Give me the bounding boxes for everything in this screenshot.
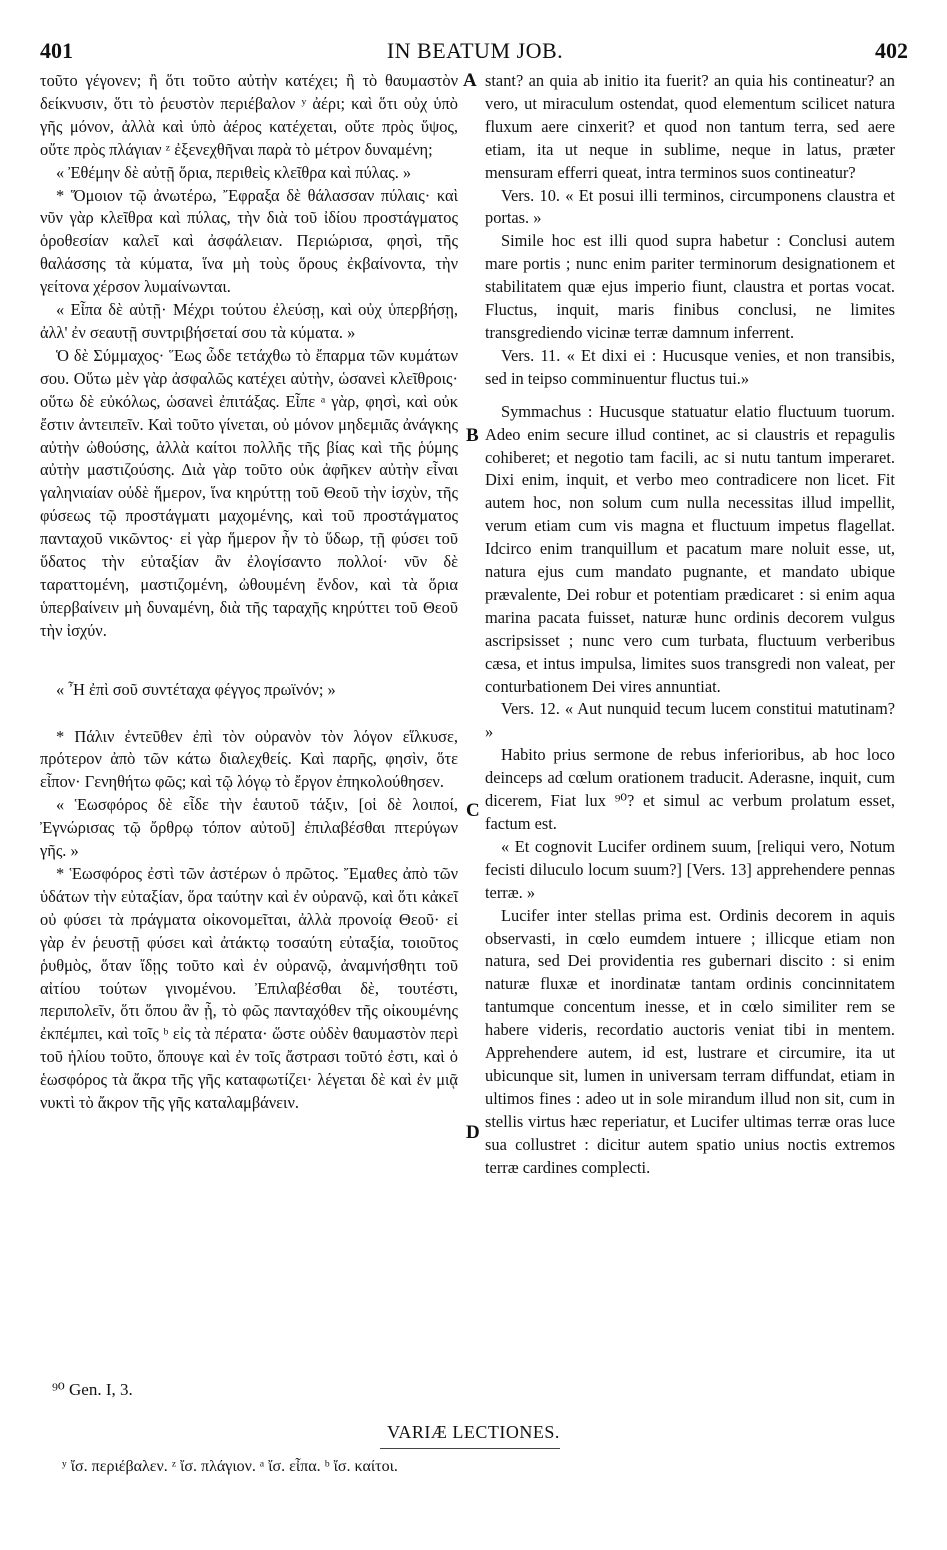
latin-paragraph: Simile hoc est illi quod supra habetur : Conclusi autem mare portis ; nunc enim pariter terminorum designationem et stabilitatem quæ ejus imperio fiunt, claustra et portas vocat. Fluctus, inquit, maris finibus conclusi, ne limites transgrediendo vicinæ terræ damnum inferrent. xyxy=(485,231,895,342)
greek-paragraph: « Ἦ ἐπὶ σοῦ συντέταχα φέγγος πρωϊνόν; » xyxy=(56,679,336,699)
greek-paragraph: * Ὅμοιον τῷ ἀνωτέρω, Ἔφραξα δὲ θάλασσαν πύλαις· καὶ νῦν γὰρ κλεῖθρα καὶ πύλας, τὴν διὰ τοῦ ἰδίου προστάγματος ὁροθεσίαν καλεῖ καὶ ἀσφάλειαν. Περιώρισα, φησὶ, τῆς θαλάσσης τὰ κύματα, ἵνα μὴ τοὺς ὅρους ἐκβαίνοντα, τὴν γείτονα χέρσον λυμαίνωνται. xyxy=(40,185,458,297)
left-page-number: 401 xyxy=(40,38,73,63)
latin-verse-lemma: Vers. 12. « Aut nunquid tecum lucem constitui matutinam? » xyxy=(485,699,895,742)
variant-readings: ʸ ἴσ. περιέβαλεν. ᶻ ἴσ. πλάγιον. ᵃ ἴσ. εἶπα. ᵇ ἴσ. καίτοι. xyxy=(62,1458,398,1475)
latin-paragraph: Symmachus : Hucusque statuatur elatio fluctuum tuorum. Adeo enim secure illud continet, ac si claustris et repagulis cohiberet; et negotio tam facili, ac si nutu tantum imperaret. Dixi enim, inquit, et verbo meo contradicere non licet. Fit autem hoc, non solum cum nulla necessitas illud impellit, verum etiam cum vis magna et fluctuum impetus flagellat. Idcirco enim tranquillum et pacatum mare noluit esse, ut, natura ejus cum mandato pugnante, et mandato ubique prævalente, Dei robur et potentiam prædicaret : si enim aqua marina pacata fuisset, naturæ hunc ordinis decorem vulgus ascripsisset ; nunc vero cum turbata, fluctuum verberibus cæsa, et intus impulsa, limites suos transgredi non valeat, per conturbationem Dei vires annuntiat. xyxy=(485,401,895,696)
greek-column xyxy=(40,70,458,1115)
margin-letter-c: C xyxy=(466,800,480,821)
heading-rule xyxy=(380,1448,560,1449)
latin-paragraph: Habito prius sermone de rebus inferioribus, ab hoc loco deinceps ad cœlum orationem traducit. Aderasne, inquit, cum dicerem, Fiat lux ⁹⁰? et simul ac verbum prolatum esset, factum est. xyxy=(485,745,895,833)
greek-paragraph: * Πάλιν ἐντεῦθεν ἐπὶ τὸν οὐρανὸν τὸν λόγον εἵλκυσε, πρότερον ἀπὸ τῶν κάτω διαλεχθείς. Καὶ παρῆς, φησὶν, ὅτε εἶπον· Γενηθήτω φῶς; καὶ τῷ λόγῳ τὸ ἔργον ἐπηκολούθησεν. xyxy=(40,726,458,792)
variae-lectiones-heading: VARIÆ LECTIONES. xyxy=(387,1422,560,1442)
greek-paragraph: « Ἑωσφόρος δὲ εἶδε τὴν ἑαυτοῦ τάξιν, [οἱ δὲ λοιποί, Ἐγνώρισας τῷ ὄρθρῳ τόπον αὐτοῦ] ἐπιλαβέσθαι πτερύγων γῆς. » xyxy=(40,795,458,861)
running-title: IN BEATUM JOB. xyxy=(386,38,564,63)
right-page-number: 402 xyxy=(875,38,908,63)
latin-column xyxy=(485,70,895,1180)
margin-letter-b: B xyxy=(466,425,479,446)
latin-verse-lemma: Vers. 10. « Et posui illi terminos, circumponens claustra et portas. » xyxy=(485,185,895,228)
latin-paragraph: Lucifer inter stellas prima est. Ordinis decorem in aquis observasti, in cœlo eumdem intuere ; illicque etiam non natura, sed Dei providentia res gubernari discito : si enim naturæ fluxæ et inordinatæ tantam ordinis concinnitatem tantumque concentum inesse, et in cœlo similiter rem se habere videris, recordatio auctoris veniat tibi in mentem. Apprehendere autem, id est, lustrare et circumire, ita ut ubicunque sit, lumen in universam terram diffundat, etiam in ultimos fines : adeo ut in sole mirandum illud non sit, cum in stellis virtus hæc reperiatur, et Lucifer ultimas terræ oras luce sua collustret : dicitur autem spatio unius noctis extremos terræ cardines complecti. xyxy=(485,905,895,1177)
greek-paragraph: « Ἐθέμην δὲ αὐτῇ ὅρια, περιθεὶς κλεῖθρα καὶ πύλας. » xyxy=(56,162,412,182)
latin-verse-lemma: Vers. 11. « Et dixi ei : Hucusque venies, et non transibis, sed in teipso comminuentur fluctus tui.» xyxy=(485,345,895,388)
margin-letter-d: D xyxy=(466,1122,480,1143)
running-header xyxy=(40,38,910,72)
greek-paragraph: « Εἶπα δὲ αὐτῇ· Μέχρι τούτου ἐλεύσῃ, καὶ οὐχ ὑπερβήσῃ, ἀλλ' ἐν σεαυτῇ συντριβήσεταί σου τὰ κύματα. » xyxy=(40,300,458,342)
latin-paragraph: stant? an quia ab initio ita fuerit? an quia his contineatur? an vero, ut miraculum ostendat, quod elementum scilicet natura fluxum aere cinxerit? et quod non tantum terra, sed aere etiam, ita ut neque in sublime, neque in latus, præter mensuram efferri queat, intra terminos suos contineatur? xyxy=(485,71,895,182)
greek-paragraph: τοῦτο γέγονεν; ἢ ὅτι τοῦτο αὐτὴν κατέχει; ἢ τὸ θαυμαστὸν δείκνυσιν, ὅτι τὸ ῥευστὸν περιέβαλον ʸ ἀέρι; καὶ ὅτι οὐχ ὑπὸ γῆς μόνον, ἀλλὰ καὶ ὑπὸ ἀέρος κατέχεται, οὔτε πρὸς ὕψος, οὔτε πρὸς πλάγιαν ᶻ ἐξενεχθῆναι παρὰ τὸ μέτρον δυναμένη; xyxy=(40,71,458,159)
greek-paragraph: * Ἑωσφόρος ἐστὶ τῶν ἀστέρων ὁ πρῶτος. Ἔμαθες ἀπὸ τῶν ὑδάτων τὴν εὐταξίαν, ὅρα ταύτην καὶ ἐν οὐρανῷ, καὶ ὅτι κἀκεῖ οὐ φύσει τὰ πράγματα οἰκονομεῖται, ἀλλὰ προνοίᾳ Θεοῦ· εἰ γὰρ ἐν ῥευστῇ φύσει καὶ ἀτάκτῳ τοσαύτη εὐταξία, τοιοῦτος ῥυθμὸς, ὅταν ἴδῃς τοῦτο καὶ ἐν οὐρανῷ, ἀναμνήσθητι τοῦ αἰτίου τούτων γινομένου. Ἐπιλαβέσθαι δὲ, τουτέστι, περιπολεῖν, ὅτι ὅπου ἂν ᾖ, τὸ φῶς πανταχόθεν τῆς οἰκουμένης ἐκπέμπει, καὶ τοῖς ᵇ εἰς τὰ πέρατα· ὥστε οὐδὲν θαυμαστὸν περὶ τοῦ ἡλίου τοῦτο, ὅπουγε καὶ ἐν τοῖς ἄστρασι τοῦτό ἐστι, καὶ ὁ ἑωσφόρος τὰ ἄκρα τῆς γῆς καταφωτίζει· λέγεται δὲ καὶ ἐν μιᾷ νυκτὶ τὸ ἄκρον τῆς γῆς καταλαμβάνειν. xyxy=(40,864,458,1113)
latin-verse-lemma: « Et cognovit Lucifer ordinem suum, [reliqui vero, Notum fecisti diluculo locum suum?] [Vers. 13] apprehendere pennas terræ. » xyxy=(485,836,895,902)
margin-letter-a: A xyxy=(463,70,477,91)
footnote: ⁹⁰ Gen. I, 3. xyxy=(52,1380,133,1399)
greek-paragraph: Ὁ δὲ Σύμμαχος· Ἕως ὧδε τετάχθω τὸ ἔπαρμα τῶν κυμάτων σου. Οὕτω μὲν γὰρ ἀσφαλῶς κατέχει αὐτὴν, ὡσανεὶ κλεῖθροις· οὕτω δὲ εὐκόλως, ὡσανεὶ ἐπιτάξας. Εἶπε ᵃ γὰρ, φησὶ, καὶ οὐκ ἔστιν ἀντειπεῖν. Καὶ τοῦτο γίνεται, οὐ μόνον μηδεμιᾶς ἀνάγκης αὐτὴν ὠθούσης, ἀλλὰ καίτοι πολλῆς τῆς βίας καὶ τῆς ῥύμης αὐτὴν μαστιζούσης. Διὰ γὰρ τοῦτο οὐκ ἀφῆκεν αὐτὴν εἶναι γαληνιαίαν οὐδὲ ἥμερον, ἵνα κηρύττῃ τοῦ Θεοῦ τὴν ἰσχὺν, τῆς φύσεως τῷ προστάγματι μαχομένης, καὶ τοῦ προστάγματος πανταχοῦ νικῶντος· εἰ γὰρ ἥμερον ἦν τὸ ὕδωρ, τῇ φύσει τοῦ ὕδατος τὴν εὐταξίαν ἂν ἐλογίσαντο πολλοί· νῦν δὲ ταραττομένη, μαστιζομένη, ὠθουμένη ἔνδον, καὶ τὰ ὅρια ὑπερβαίνειν μὴ δυναμένη, διὰ τῆς ταραχῆς κηρύττει τοῦ Θεοῦ τὴν ἰσχύν. xyxy=(40,345,458,640)
